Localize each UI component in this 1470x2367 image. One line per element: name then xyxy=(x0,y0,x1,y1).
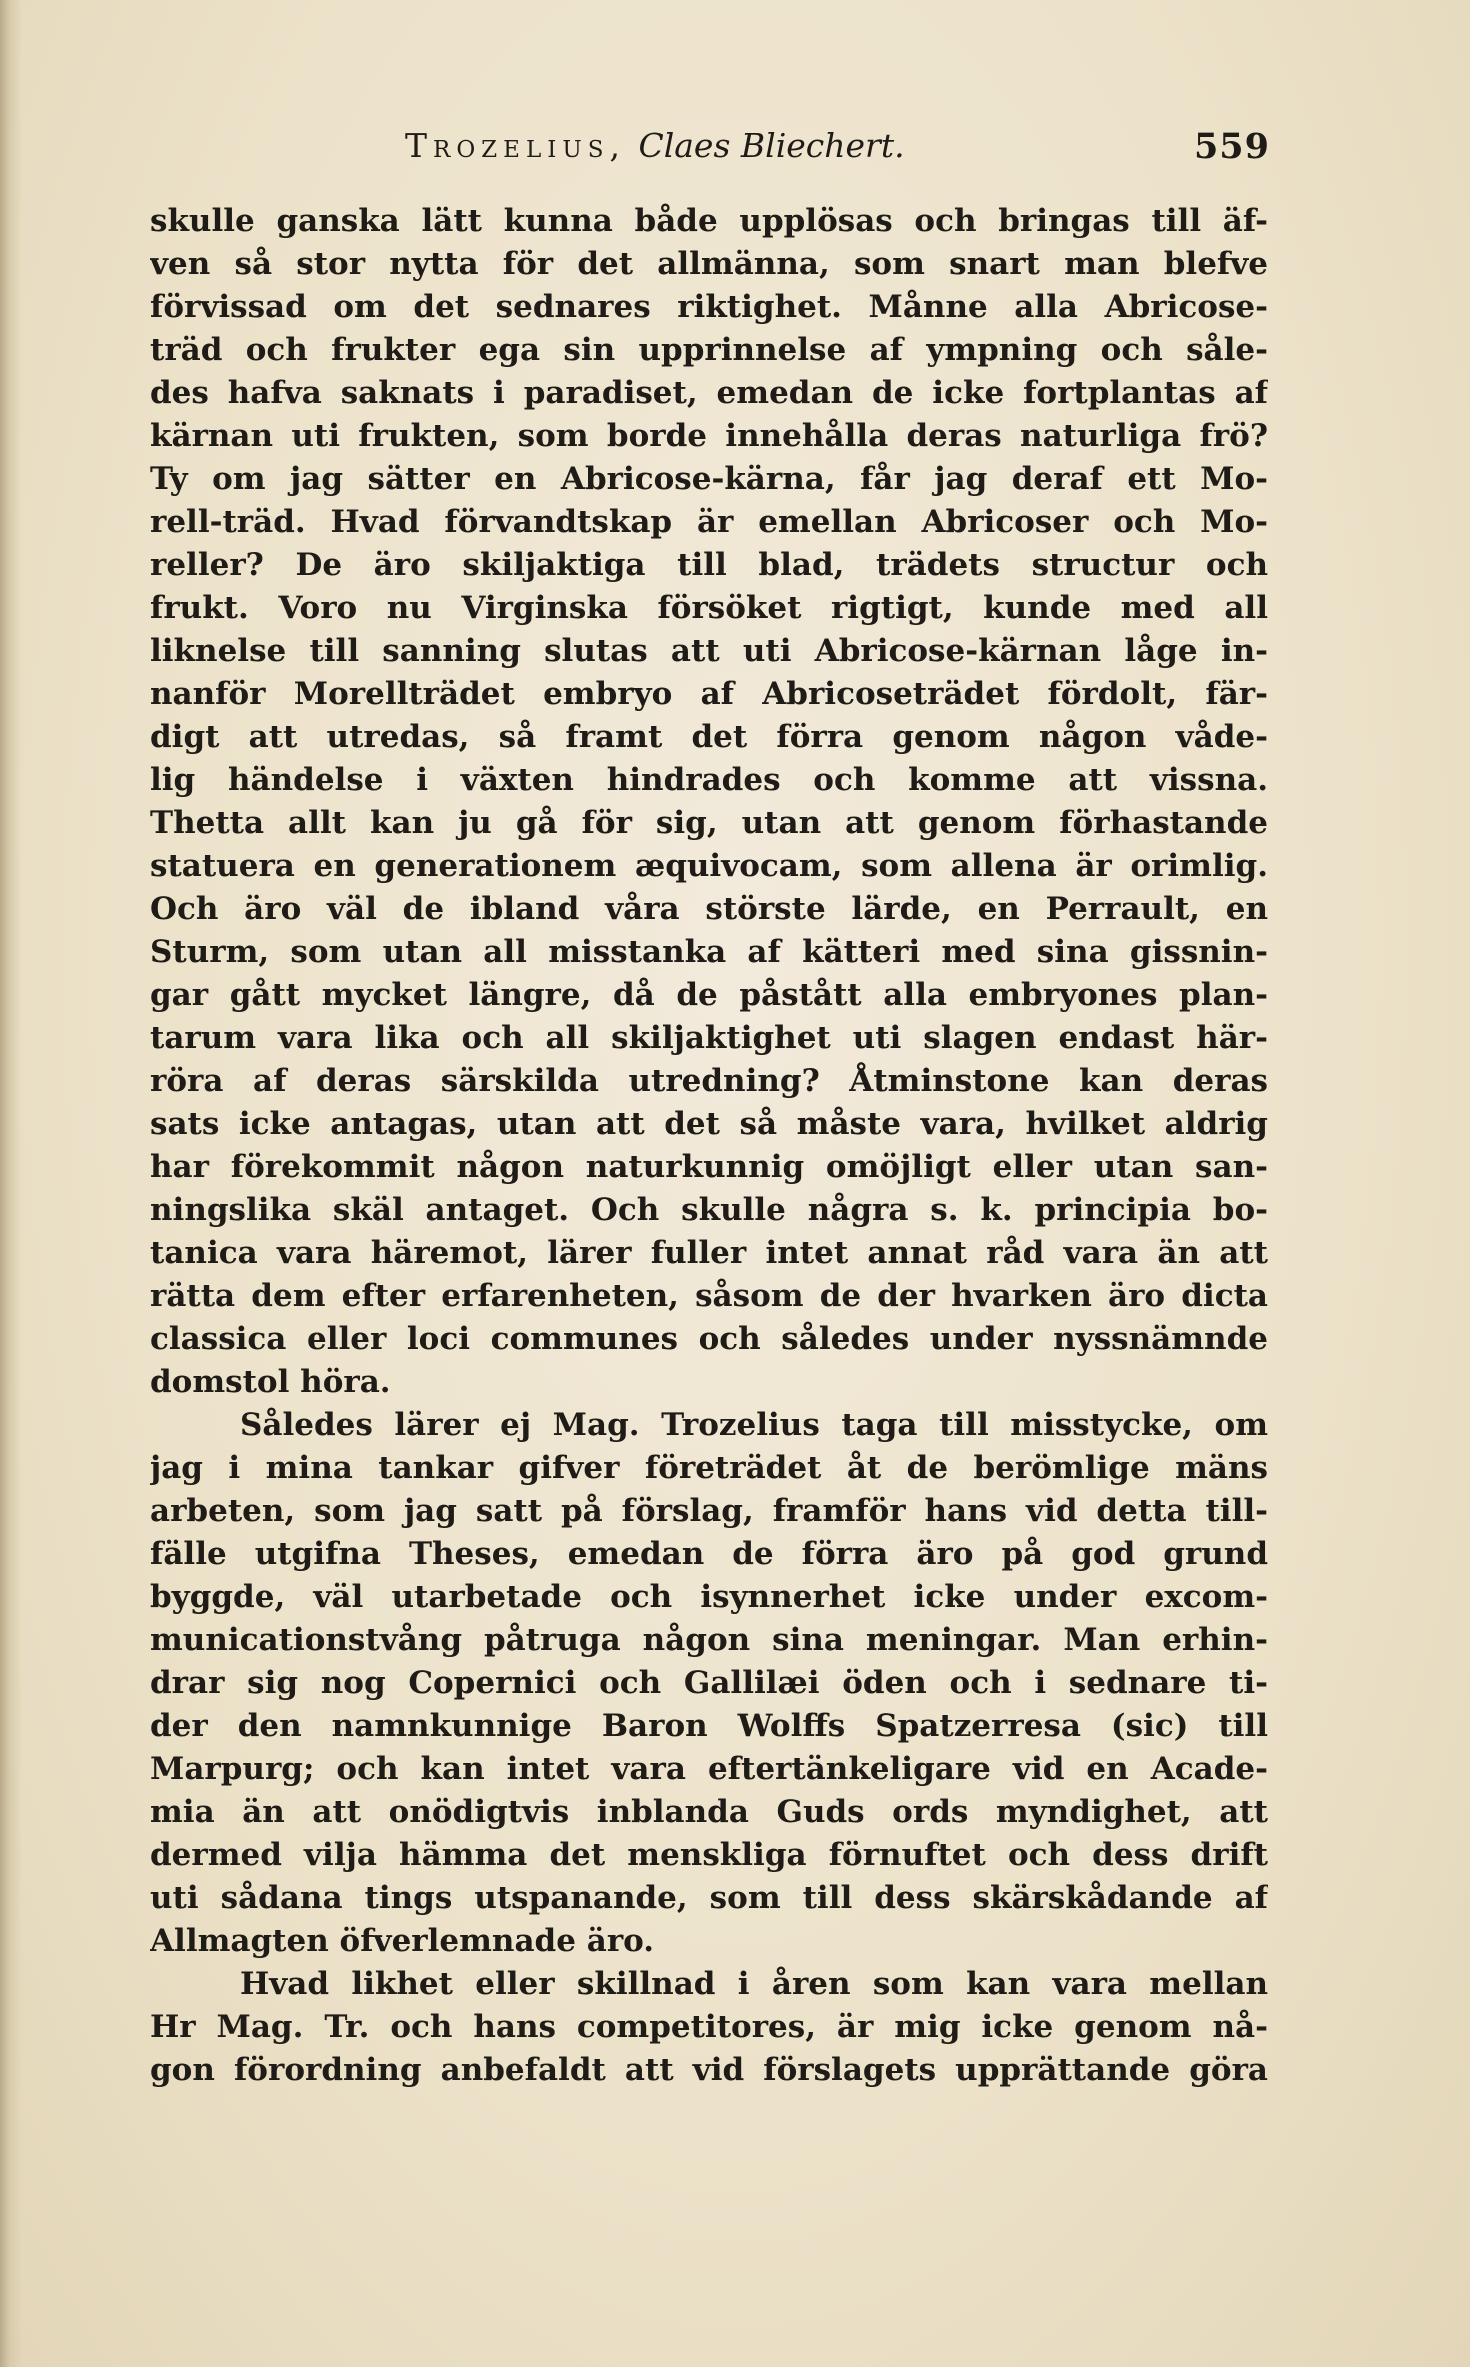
text-line: Marpurg; och kan intet vara eftertänkeligare vid en Acade- xyxy=(150,1751,1268,1787)
author-surname: Trozelius, xyxy=(405,126,626,165)
text-line: sats icke antagas, utan att det så måste vara, hvilket aldrig xyxy=(150,1106,1268,1142)
text-line: lig händelse i växten hindrades och komme att vissna. xyxy=(150,762,1268,798)
text-line: Thetta allt kan ju gå för sig, utan att genom förhastande xyxy=(150,805,1268,841)
text-line: classica eller loci communes och således under nyssnämnde xyxy=(150,1321,1268,1357)
text-line: rätta dem efter erfarenheten, såsom de der hvarken äro dicta xyxy=(150,1278,1268,1314)
text-line: digt att utredas, så framt det förra genom någon våde- xyxy=(150,719,1268,755)
text-line: mia än att onödigtvis inblanda Guds ords myndighet, att xyxy=(150,1794,1268,1830)
text-line: ningslika skäl antaget. Och skulle några s. k. principia bo- xyxy=(150,1192,1268,1228)
running-header xyxy=(150,126,1270,176)
text-line: Och äro väl de ibland våra störste lärde, en Perrault, en xyxy=(150,891,1268,927)
text-line: ven så stor nytta för det allmänna, som snart man blefve xyxy=(150,246,1268,282)
text-line: drar sig nog Copernici och Gallilæi öden och i sednare ti- xyxy=(150,1665,1268,1701)
text-line: gar gått mycket längre, då de påstått alla embryones plan- xyxy=(150,977,1268,1013)
body-text xyxy=(150,200,1268,2092)
text-line: uti sådana tings utspanande, som till dess skärskådande af xyxy=(150,1880,1268,1916)
text-line: fälle utgifna Theses, emedan de förra äro på god grund xyxy=(150,1536,1268,1572)
text-line: domstol höra. xyxy=(150,1364,391,1400)
text-line: municationstvång påtruga någon sina meningar. Man erhin- xyxy=(150,1622,1268,1658)
text-line: kärnan uti frukten, som borde innehålla deras naturliga frö? xyxy=(150,418,1268,454)
running-head xyxy=(405,126,905,165)
text-line: dermed vilja hämma det menskliga förnuftet och dess drift xyxy=(150,1837,1268,1873)
text-line: byggde, väl utarbetade och isynnerhet icke under excom- xyxy=(150,1579,1268,1615)
text-line: röra af deras särskilda utredning? Åtminstone kan deras xyxy=(150,1063,1268,1099)
text-line: Ty om jag sätter en Abricose-kärna, får jag deraf ett Mo- xyxy=(150,461,1268,497)
text-line: liknelse till sanning slutas att uti Abricose-kärnan låge in- xyxy=(150,633,1268,669)
author-given-names: Claes Bliechert. xyxy=(638,126,905,165)
text-line: har förekommit någon naturkunnig omöjligt eller utan san- xyxy=(150,1149,1268,1185)
text-line: des hafva saknats i paradiset, emedan de icke fortplantas af xyxy=(150,375,1268,411)
text-line: reller? De äro skiljaktiga till blad, trädets structur och xyxy=(150,547,1268,583)
text-line: tanica vara häremot, lärer fuller intet annat råd vara än att xyxy=(150,1235,1268,1271)
text-line: skulle ganska lätt kunna både upplösas och bringas till äf- xyxy=(150,203,1268,239)
text-line: statuera en generationem æquivocam, som allena är orimlig. xyxy=(150,848,1268,884)
text-line: Allmagten öfverlemnade äro. xyxy=(150,1923,655,1959)
text-line: Hvad likhet eller skillnad i åren som kan vara mellan xyxy=(240,1966,1268,2002)
text-line: der den namnkunnige Baron Wolffs Spatzerresa (sic) till xyxy=(150,1708,1268,1744)
page-number: 559 xyxy=(1193,126,1270,167)
text-line: gon förordning anbefaldt att vid förslagets upprättande göra xyxy=(150,2052,1268,2088)
text-line: nanför Morellträdet embryo af Abricoseträdet fördolt, fär- xyxy=(150,676,1268,712)
text-line: träd och frukter ega sin upprinnelse af ympning och såle- xyxy=(150,332,1268,368)
text-line: Sturm, som utan all misstanka af kätteri med sina gissnin- xyxy=(150,934,1268,970)
text-line: arbeten, som jag satt på förslag, framför hans vid detta till- xyxy=(150,1493,1268,1529)
text-line: Hr Mag. Tr. och hans competitores, är mig icke genom nå- xyxy=(150,2009,1268,2045)
text-line: jag i mina tankar gifver företrädet åt de berömlige mäns xyxy=(150,1450,1268,1486)
text-line: tarum vara lika och all skiljaktighet uti slagen endast här- xyxy=(150,1020,1268,1056)
text-line: Således lärer ej Mag. Trozelius taga till misstycke, om xyxy=(240,1407,1268,1443)
text-line: frukt. Voro nu Virginska försöket rigtigt, kunde med all xyxy=(150,590,1268,626)
text-line: förvissad om det sednares riktighet. Månne alla Abricose- xyxy=(150,289,1268,325)
text-line: rell-träd. Hvad förvandtskap är emellan Abricoser och Mo- xyxy=(150,504,1268,540)
spine-shadow xyxy=(0,0,22,2367)
